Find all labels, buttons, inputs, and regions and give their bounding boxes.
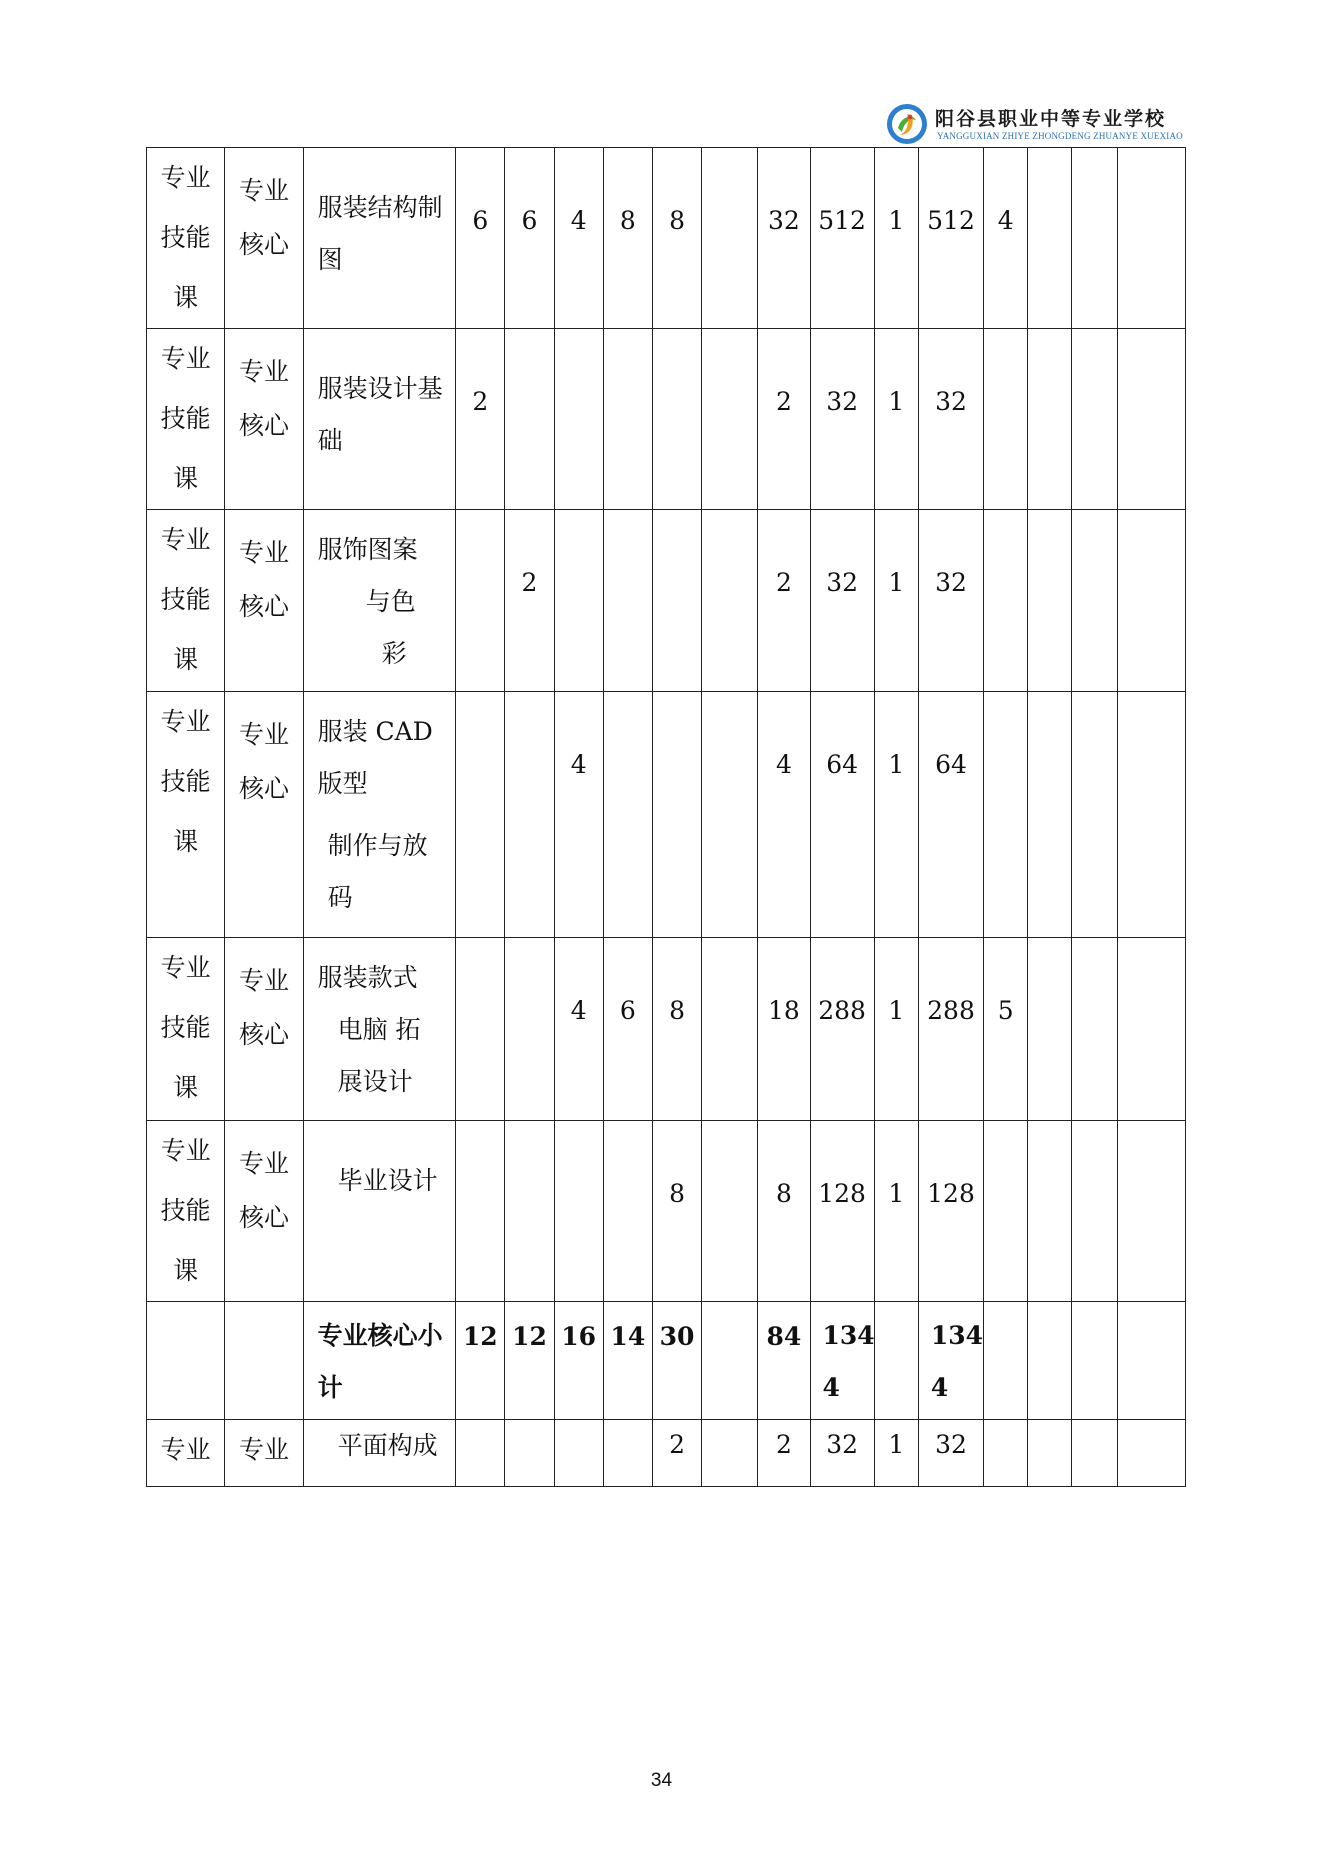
credit-hours-cell: 32 (918, 1420, 983, 1487)
semester-1-cell (456, 938, 505, 1121)
semester-3-cell (554, 329, 603, 510)
weekly-hours-cell: 8 (758, 1121, 810, 1302)
semester-5-cell: 8 (652, 938, 701, 1121)
subtotal-credit-hours: 134 4 (918, 1302, 983, 1420)
semester-1-cell (456, 1121, 505, 1302)
extra-cell (1072, 938, 1117, 1121)
semester-4-cell (603, 510, 652, 692)
semester-2-cell (505, 1121, 554, 1302)
total-hours-cell: 32 (810, 329, 874, 510)
extra-cell (1072, 148, 1117, 329)
extra-cell (1117, 148, 1185, 329)
course-name-cell: 平面构成 (303, 1420, 456, 1487)
weekly-hours-cell: 32 (758, 148, 810, 329)
credit-hours-cell: 128 (918, 1121, 983, 1302)
exam-semester-cell: 4 (984, 148, 1028, 329)
weekly-hours-cell: 2 (758, 510, 810, 692)
semester-1-cell: 6 (456, 148, 505, 329)
semester-3-cell (554, 1121, 603, 1302)
total-hours-cell: 32 (810, 510, 874, 692)
semester-1-cell: 2 (456, 329, 505, 510)
weekly-hours-cell: 18 (758, 938, 810, 1121)
credit-cell: 1 (874, 692, 918, 938)
course-type-cell: 专业 核心 (225, 692, 303, 938)
semester-2-cell (505, 692, 554, 938)
school-name-en: YANGGUXIAN ZHIYE ZHONGDENG ZHUANYE XUEXIAO (937, 131, 1183, 141)
credit-cell: 1 (874, 329, 918, 510)
table-row (147, 1121, 1186, 1302)
empty-cell (1117, 1302, 1185, 1420)
semester-3-cell: 4 (554, 692, 603, 938)
semester-6-cell (702, 148, 758, 329)
semester-6-cell (702, 938, 758, 1121)
course-category-cell: 专业 技能 课 (147, 329, 225, 510)
course-category-cell: 专业 技能 课 (147, 510, 225, 692)
empty-cell (225, 1302, 303, 1420)
school-name-cn: 阳谷县职业中等专业学校 (935, 108, 1167, 130)
extra-cell (1028, 329, 1072, 510)
exam-semester-cell (984, 692, 1028, 938)
course-name-cell: 服装款式 电脑 拓 展设计 (303, 938, 456, 1121)
course-name-cell: 毕业设计 (303, 1121, 456, 1302)
semester-2-cell: 6 (505, 148, 554, 329)
semester-5-cell (652, 692, 701, 938)
credit-hours-cell: 32 (918, 510, 983, 692)
semester-2-cell: 2 (505, 510, 554, 692)
subtotal-label-cell: 专业核心小 计 (303, 1302, 456, 1420)
semester-4-cell (603, 1121, 652, 1302)
course-name-cell: 服装结构制 图 (303, 148, 456, 329)
extra-cell (1072, 1121, 1117, 1302)
course-name-cell: 服饰图案 与色 彩 (303, 510, 456, 692)
subtotal-semester-2: 12 (505, 1302, 554, 1420)
exam-semester-cell: 5 (984, 938, 1028, 1121)
semester-5-cell: 2 (652, 1420, 701, 1487)
extra-cell (1072, 329, 1117, 510)
extra-cell (1117, 510, 1185, 692)
exam-semester-cell (984, 1420, 1028, 1487)
subtotal-semester-3: 16 (554, 1302, 603, 1420)
school-emblem-icon (885, 102, 929, 146)
semester-1-cell (456, 1420, 505, 1487)
semester-5-cell (652, 510, 701, 692)
credit-hours-cell: 288 (918, 938, 983, 1121)
semester-1-cell (456, 510, 505, 692)
empty-cell (874, 1302, 918, 1420)
extra-cell (1117, 938, 1185, 1121)
curriculum-table (146, 147, 1186, 1487)
credit-hours-cell: 512 (918, 148, 983, 329)
subtotal-semester-5: 30 (652, 1302, 701, 1420)
empty-cell (702, 1302, 758, 1420)
empty-cell (147, 1302, 225, 1420)
exam-semester-cell (984, 510, 1028, 692)
table-row (147, 148, 1186, 329)
course-category-cell: 专业 (147, 1420, 225, 1487)
page-number: 34 (650, 1770, 673, 1791)
subtotal-weekly-hours: 84 (758, 1302, 810, 1420)
course-type-cell: 专业 核心 (225, 510, 303, 692)
semester-4-cell (603, 329, 652, 510)
subtotal-semester-1: 12 (456, 1302, 505, 1420)
total-hours-cell: 512 (810, 148, 874, 329)
credit-cell: 1 (874, 938, 918, 1121)
course-category-cell: 专业 技能 课 (147, 1121, 225, 1302)
total-hours-cell: 64 (810, 692, 874, 938)
subtotal-semester-4: 14 (603, 1302, 652, 1420)
table-row (147, 510, 1186, 692)
credit-hours-cell: 64 (918, 692, 983, 938)
semester-2-cell (505, 329, 554, 510)
empty-cell (984, 1302, 1028, 1420)
credit-cell: 1 (874, 148, 918, 329)
extra-cell (1028, 1121, 1072, 1302)
semester-6-cell (702, 510, 758, 692)
total-hours-cell: 128 (810, 1121, 874, 1302)
extra-cell (1117, 1420, 1185, 1487)
semester-3-cell: 4 (554, 938, 603, 1121)
credit-cell: 1 (874, 1121, 918, 1302)
weekly-hours-cell: 2 (758, 1420, 810, 1487)
exam-semester-cell (984, 1121, 1028, 1302)
school-logo (885, 100, 1185, 150)
semester-2-cell (505, 1420, 554, 1487)
table-row (147, 1420, 1186, 1487)
table-row (147, 329, 1186, 510)
semester-4-cell (603, 692, 652, 938)
semester-5-cell (652, 329, 701, 510)
semester-6-cell (702, 1121, 758, 1302)
empty-cell (1028, 1302, 1072, 1420)
extra-cell (1072, 1420, 1117, 1487)
extra-cell (1028, 1420, 1072, 1487)
extra-cell (1028, 938, 1072, 1121)
semester-4-cell: 8 (603, 148, 652, 329)
semester-4-cell: 6 (603, 938, 652, 1121)
course-type-cell: 专业 核心 (225, 938, 303, 1121)
subtotal-row (147, 1302, 1186, 1420)
semester-3-cell (554, 510, 603, 692)
weekly-hours-cell: 4 (758, 692, 810, 938)
course-type-cell: 专业 (225, 1420, 303, 1487)
semester-5-cell: 8 (652, 148, 701, 329)
credit-hours-cell: 32 (918, 329, 983, 510)
semester-1-cell (456, 692, 505, 938)
subtotal-total-hours: 134 4 (810, 1302, 874, 1420)
semester-4-cell (603, 1420, 652, 1487)
table-row (147, 692, 1186, 938)
semester-3-cell: 4 (554, 148, 603, 329)
weekly-hours-cell: 2 (758, 329, 810, 510)
semester-6-cell (702, 1420, 758, 1487)
extra-cell (1028, 510, 1072, 692)
extra-cell (1072, 510, 1117, 692)
table-row (147, 938, 1186, 1121)
extra-cell (1117, 1121, 1185, 1302)
course-category-cell: 专业 技能 课 (147, 938, 225, 1121)
course-type-cell: 专业 核心 (225, 1121, 303, 1302)
semester-2-cell (505, 938, 554, 1121)
extra-cell (1117, 329, 1185, 510)
extra-cell (1028, 148, 1072, 329)
extra-cell (1072, 692, 1117, 938)
total-hours-cell: 288 (810, 938, 874, 1121)
exam-semester-cell (984, 329, 1028, 510)
course-type-cell: 专业 核心 (225, 329, 303, 510)
extra-cell (1117, 692, 1185, 938)
extra-cell (1028, 692, 1072, 938)
semester-6-cell (702, 329, 758, 510)
semester-6-cell (702, 692, 758, 938)
course-type-cell: 专业 核心 (225, 148, 303, 329)
empty-cell (1072, 1302, 1117, 1420)
semester-5-cell: 8 (652, 1121, 701, 1302)
course-name-cell: 服装设计基 础 (303, 329, 456, 510)
course-category-cell: 专业 技能 课 (147, 148, 225, 329)
credit-cell: 1 (874, 510, 918, 692)
total-hours-cell: 32 (810, 1420, 874, 1487)
course-category-cell: 专业 技能 课 (147, 692, 225, 938)
credit-cell: 1 (874, 1420, 918, 1487)
course-name-cell: 服装 CAD 版型 制作与放 码 (303, 692, 456, 938)
semester-3-cell (554, 1420, 603, 1487)
